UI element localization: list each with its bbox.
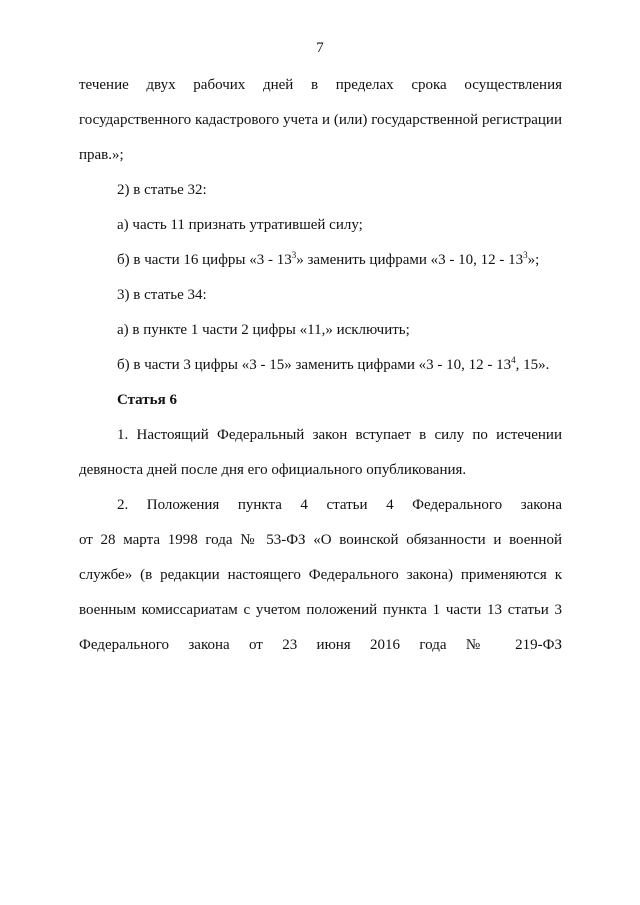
text-segment: , 15». [515, 357, 550, 373]
superscript: 3 [523, 250, 528, 260]
body-line-14: службе» (в редакции настоящего Федерального закона) применяются к [79, 567, 562, 583]
list-item-article-32: 2) в статье 32: [117, 182, 207, 198]
page-number: 7 [316, 40, 324, 56]
article-heading: Статья 6 [117, 392, 177, 408]
body-line-16: Федерального закона от 23 июня 2016 года № 219-ФЗ [79, 637, 562, 653]
body-line-15: военным комиссариатам с учетом положений пункта 1 части 13 статьи 3 [79, 602, 562, 618]
superscript: 4 [511, 355, 516, 365]
list-item-part-16 [117, 251, 562, 269]
text-segment: » заменить цифрами «3 - 10, 12 - 13 [296, 252, 524, 268]
list-item-article-34: 3) в статье 34: [117, 287, 207, 303]
body-line-11: девяноста дней после дня его официального опубликования. [79, 462, 467, 478]
list-item-part-11: а) часть 11 признать утратившей силу; [117, 217, 363, 233]
superscript: 3 [291, 250, 297, 260]
body-line-3: прав.»; [79, 147, 124, 163]
text-segment: б) в части 16 цифры «3 - 13 [117, 252, 292, 268]
list-item-point-1: а) в пункте 1 части 2 цифры «11,» исключить; [117, 322, 410, 338]
body-line-12: 2. Положения пункта 4 статьи 4 Федерального закона [117, 497, 562, 513]
body-line-13: от 28 марта 1998 года № 53-ФЗ «О воинской обязанности и военной [79, 532, 562, 548]
list-item-part-3 [117, 356, 562, 374]
body-line-10: 1. Настоящий Федеральный закон вступает в силу по истечении [117, 427, 562, 443]
text-segment: »; [527, 252, 540, 268]
body-line-2: государственного кадастрового учета и (или) государственной регистрации [79, 112, 562, 128]
body-line-1: течение двух рабочих дней в пределах срока осуществления [79, 77, 562, 93]
text-segment: б) в части 3 цифры «3 - 15» заменить цифрами «3 - 10, 12 - 13 [117, 357, 512, 373]
